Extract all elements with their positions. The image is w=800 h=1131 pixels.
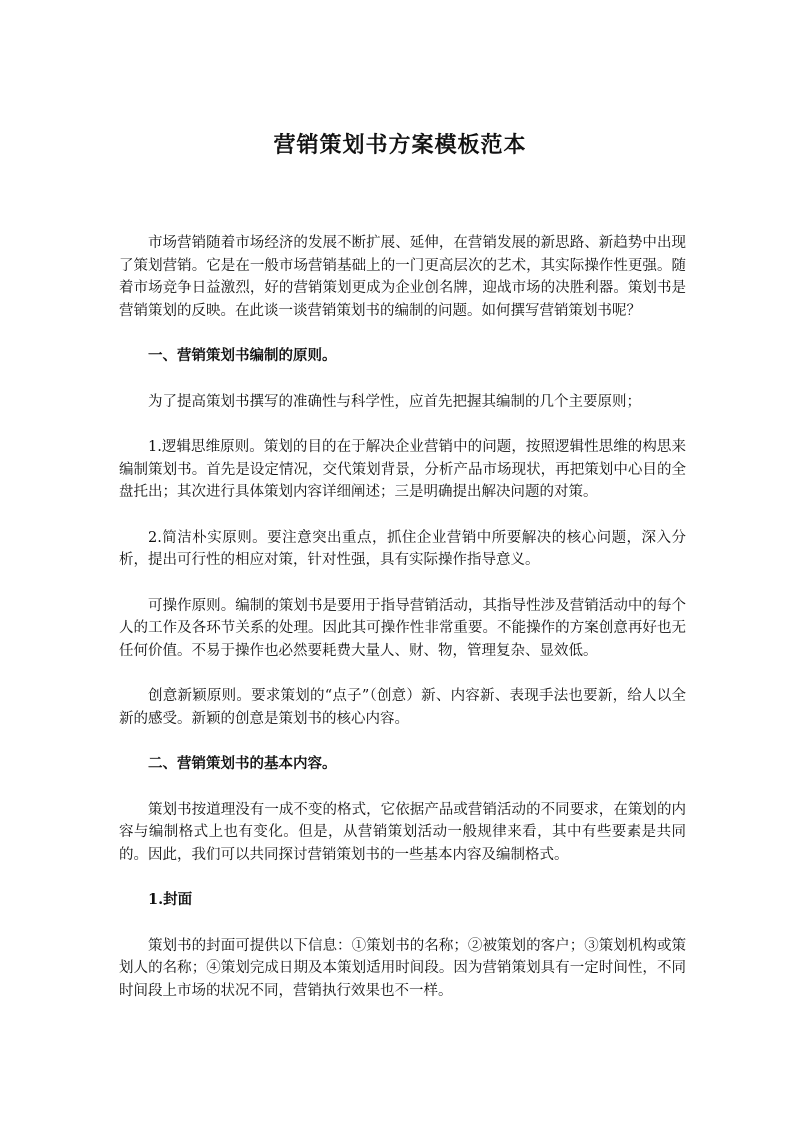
document-title: 营销策划书方案模板范本 xyxy=(273,132,527,158)
intro-paragraph: 市场营销随着市场经济的发展不断扩展、延伸，在营销发展的新思路、新趋势中出现了策划营销。它是在一般市场营销基础上的一门更高层次的艺术，其实际操作性更强。随着市场竞争日益激烈，好的营销策划更成为企业创名牌，迎战市场的决胜利器。策划书是营销策划的反映。在此谈一谈营销策划书的编制的问题。如何撰写营销策划书呢？ xyxy=(119,235,686,319)
section-1-heading: 一、营销策划书编制的原则。 xyxy=(148,347,337,364)
cover-subheading: 1.封面 xyxy=(148,891,193,908)
simplicity-principle-paragraph: 2.简洁朴实原则。要注意突出重点，抓住企业营销中所要解决的核心问题，深入分析，提出可行性的相应对策，针对性强，具有实际操作指导意义。 xyxy=(119,529,686,568)
operability-principle-paragraph: 可操作原则。编制的策划书是要用于指导营销活动，其指导性涉及营销活动中的每个人的工作及各环节关系的处理。因此其可操作性非常重要。不能操作的方案创意再好也无任何价值。不易于操作也必然要耗费大量人、财、物，管理复杂、显效低。 xyxy=(119,597,686,659)
logic-principle-paragraph: 1.逻辑思维原则。策划的目的在于解决企业营销中的问题，按照逻辑性思维的构思来编制策划书。首先是设定情况，交代策划背景，分析产品市场现状，再把策划中心目的全盘托出；其次进行具体策划内容详细阐述；三是明确提出解决问题的对策。 xyxy=(119,439,686,500)
section-1-lead-paragraph: 为了提高策划书撰写的准确性与科学性，应首先把握其编制的几个主要原则； xyxy=(148,393,641,410)
section-2-heading: 二、营销策划书的基本内容。 xyxy=(148,755,337,772)
document-body xyxy=(119,232,686,1025)
section-2-intro-paragraph: 策划书按道理没有一成不变的格式，它依据产品或营销活动的不同要求，在策划的内容与编制格式上也有变化。但是，从营销策划活动一般规律来看，其中有些要素是共同的。因此，我们可以共同探讨营销策划书的一些基本内容及编制格式。 xyxy=(119,801,686,863)
creativity-principle-paragraph: 创意新颖原则。要求策划的“点子”（创意）新、内容新、表现手法也要新，给人以全新的感受。新颖的创意是策划书的核心内容。 xyxy=(119,688,686,727)
cover-paragraph: 策划书的封面可提供以下信息：①策划书的名称；②被策划的客户；③策划机构或策划人的名称；④策划完成日期及本策划适用时间段。因为营销策划具有一定时间性，不同时间段上市场的状况不同，营销执行效果也不一样。 xyxy=(119,937,686,999)
